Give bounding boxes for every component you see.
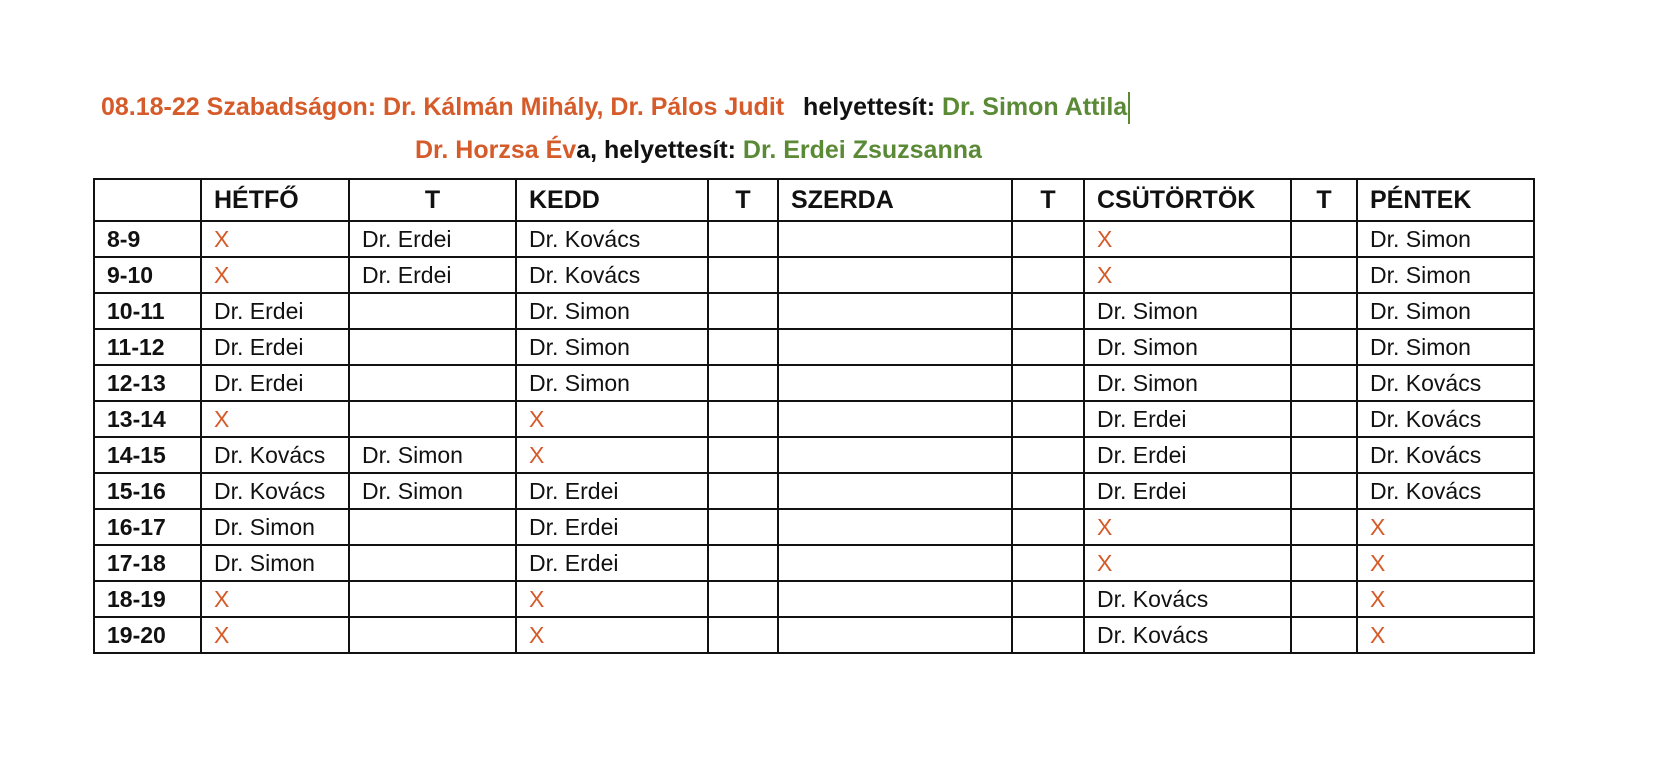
schedule-cell: Dr. Erdei	[201, 293, 349, 329]
time-slot-cell: 18-19	[94, 581, 201, 617]
schedule-cell: Dr. Erdei	[1084, 437, 1291, 473]
schedule-cell	[708, 473, 778, 509]
schedule-cell: Dr. Simon	[1084, 365, 1291, 401]
substitute-name-2: Dr. Erdei Zsuzsanna	[742, 136, 982, 164]
schedule-cell	[1291, 221, 1357, 257]
schedule-cell	[708, 509, 778, 545]
unavailable-mark: X	[201, 581, 349, 617]
table-row	[94, 257, 1534, 293]
schedule-cell: Dr. Erdei	[1084, 401, 1291, 437]
schedule-cell: Dr. Erdei	[201, 365, 349, 401]
schedule-cell	[708, 401, 778, 437]
column-header-t: T	[349, 179, 516, 221]
column-header-day: SZERDA	[778, 179, 1012, 221]
absence-notice: 08.18-22 Szabadságon: Dr. Kálmán Mihály, Dr. Pálos Judit	[101, 93, 785, 121]
schedule-cell	[1291, 365, 1357, 401]
table-row	[94, 509, 1534, 545]
schedule-cell: Dr. Erdei	[201, 329, 349, 365]
schedule-cell	[778, 473, 1012, 509]
schedule-cell: Dr. Kovács	[516, 221, 708, 257]
table-row	[94, 329, 1534, 365]
time-slot-cell: 16-17	[94, 509, 201, 545]
header-line-2	[415, 133, 982, 167]
schedule-cell: Dr. Simon	[1357, 329, 1534, 365]
schedule-cell: Dr. Erdei	[1084, 473, 1291, 509]
schedule-cell: Dr. Simon	[516, 329, 708, 365]
unavailable-mark: X	[1084, 509, 1291, 545]
schedule-cell: Dr. Kovács	[1084, 617, 1291, 653]
time-slot-cell: 11-12	[94, 329, 201, 365]
schedule-cell	[1012, 257, 1084, 293]
table-row	[94, 437, 1534, 473]
schedule-cell: Dr. Kovács	[1357, 365, 1534, 401]
schedule-cell: Dr. Simon	[1357, 293, 1534, 329]
schedule-cell	[1291, 293, 1357, 329]
schedule-cell	[1291, 401, 1357, 437]
schedule-cell	[708, 293, 778, 329]
schedule-cell	[1291, 257, 1357, 293]
schedule-cell	[1291, 329, 1357, 365]
schedule-cell	[778, 221, 1012, 257]
schedule-cell	[1012, 329, 1084, 365]
time-slot-cell: 17-18	[94, 545, 201, 581]
schedule-cell: Dr. Simon	[349, 437, 516, 473]
schedule-cell	[349, 329, 516, 365]
schedule-cell	[708, 581, 778, 617]
schedule-cell	[1291, 437, 1357, 473]
schedule-cell	[708, 365, 778, 401]
schedule-cell: Dr. Simon	[201, 545, 349, 581]
schedule-cell	[1012, 473, 1084, 509]
unavailable-mark: X	[1357, 617, 1534, 653]
unavailable-mark: X	[201, 617, 349, 653]
schedule-cell: Dr. Erdei	[516, 473, 708, 509]
absence-name-2: Dr. Horzsa Év	[415, 136, 577, 164]
schedule-cell	[1012, 581, 1084, 617]
schedule-cell	[778, 365, 1012, 401]
schedule-cell: Dr. Simon	[1084, 293, 1291, 329]
time-slot-cell: 19-20	[94, 617, 201, 653]
schedule-cell	[349, 545, 516, 581]
schedule-cell	[778, 293, 1012, 329]
schedule-cell	[1012, 293, 1084, 329]
schedule-cell: Dr. Kovács	[1357, 437, 1534, 473]
schedule-cell	[1012, 509, 1084, 545]
time-slot-cell: 12-13	[94, 365, 201, 401]
schedule-cell: Dr. Kovács	[1357, 401, 1534, 437]
schedule-cell: Dr. Erdei	[516, 509, 708, 545]
column-header-day: KEDD	[516, 179, 708, 221]
schedule-cell	[778, 257, 1012, 293]
unavailable-mark: X	[516, 437, 708, 473]
schedule-cell: Dr. Erdei	[349, 257, 516, 293]
schedule-cell	[708, 545, 778, 581]
unavailable-mark: X	[1084, 545, 1291, 581]
table-row	[94, 293, 1534, 329]
schedule-cell	[708, 221, 778, 257]
time-slot-cell: 10-11	[94, 293, 201, 329]
table-row	[94, 221, 1534, 257]
column-header-time	[94, 179, 201, 221]
table-row	[94, 473, 1534, 509]
table-body	[94, 221, 1534, 653]
schedule-cell	[349, 365, 516, 401]
column-header-day: PÉNTEK	[1357, 179, 1534, 221]
unavailable-mark: X	[1084, 257, 1291, 293]
header-line-1	[101, 90, 1130, 124]
schedule-cell	[778, 509, 1012, 545]
time-slot-cell: 13-14	[94, 401, 201, 437]
schedule-cell	[349, 581, 516, 617]
column-header-t: T	[1291, 179, 1357, 221]
schedule-cell	[1012, 365, 1084, 401]
schedule-cell	[349, 401, 516, 437]
table-header-row	[94, 179, 1534, 221]
table-row	[94, 581, 1534, 617]
table-row	[94, 365, 1534, 401]
schedule-cell: Dr. Simon	[349, 473, 516, 509]
schedule-cell	[1291, 545, 1357, 581]
column-header-t: T	[1012, 179, 1084, 221]
schedule-cell	[1012, 221, 1084, 257]
substitute-label: helyettesít:	[803, 93, 936, 121]
schedule-cell	[708, 617, 778, 653]
schedule-cell: Dr. Simon	[1357, 221, 1534, 257]
text-cursor	[1128, 92, 1130, 124]
schedule-cell: Dr. Kovács	[201, 473, 349, 509]
schedule-cell	[1012, 437, 1084, 473]
schedule-cell: Dr. Kovács	[1357, 473, 1534, 509]
unavailable-mark: X	[516, 581, 708, 617]
schedule-cell	[778, 437, 1012, 473]
schedule-cell: Dr. Erdei	[349, 221, 516, 257]
schedule-cell: Dr. Kovács	[201, 437, 349, 473]
time-slot-cell: 14-15	[94, 437, 201, 473]
schedule-cell	[1012, 401, 1084, 437]
schedule-cell	[349, 293, 516, 329]
schedule-cell	[778, 617, 1012, 653]
schedule-cell: Dr. Kovács	[1084, 581, 1291, 617]
schedule-cell	[349, 509, 516, 545]
schedule-cell	[778, 545, 1012, 581]
schedule-cell	[1291, 473, 1357, 509]
unavailable-mark: X	[201, 221, 349, 257]
schedule-cell	[708, 329, 778, 365]
schedule-cell	[1012, 617, 1084, 653]
time-slot-cell: 8-9	[94, 221, 201, 257]
schedule-cell: Dr. Simon	[516, 365, 708, 401]
time-slot-cell: 15-16	[94, 473, 201, 509]
schedule-cell	[708, 437, 778, 473]
time-slot-cell: 9-10	[94, 257, 201, 293]
unavailable-mark: X	[516, 617, 708, 653]
schedule-cell	[349, 617, 516, 653]
schedule-table	[93, 178, 1535, 654]
schedule-cell	[708, 257, 778, 293]
column-header-day: CSÜTÖRTÖK	[1084, 179, 1291, 221]
unavailable-mark: X	[1084, 221, 1291, 257]
unavailable-mark: X	[201, 401, 349, 437]
schedule-cell: Dr. Simon	[516, 293, 708, 329]
schedule-cell	[1291, 509, 1357, 545]
unavailable-mark: X	[201, 257, 349, 293]
unavailable-mark: X	[1357, 545, 1534, 581]
unavailable-mark: X	[1357, 581, 1534, 617]
schedule-cell	[778, 581, 1012, 617]
unavailable-mark: X	[1357, 509, 1534, 545]
substitute-name: Dr. Simon Attila	[941, 93, 1128, 121]
table-row	[94, 617, 1534, 653]
schedule-cell	[1291, 581, 1357, 617]
table-row	[94, 401, 1534, 437]
schedule-cell	[778, 329, 1012, 365]
schedule-cell: Dr. Simon	[1357, 257, 1534, 293]
schedule-cell	[1291, 617, 1357, 653]
column-header-t: T	[708, 179, 778, 221]
schedule-cell	[1012, 545, 1084, 581]
schedule-cell	[778, 401, 1012, 437]
schedule-cell: Dr. Simon	[201, 509, 349, 545]
column-header-day: HÉTFŐ	[201, 179, 349, 221]
table-row	[94, 545, 1534, 581]
unavailable-mark: X	[516, 401, 708, 437]
substitute-label-2: a, helyettesít:	[576, 136, 736, 164]
schedule-cell: Dr. Simon	[1084, 329, 1291, 365]
schedule-cell: Dr. Kovács	[516, 257, 708, 293]
schedule-cell: Dr. Erdei	[516, 545, 708, 581]
